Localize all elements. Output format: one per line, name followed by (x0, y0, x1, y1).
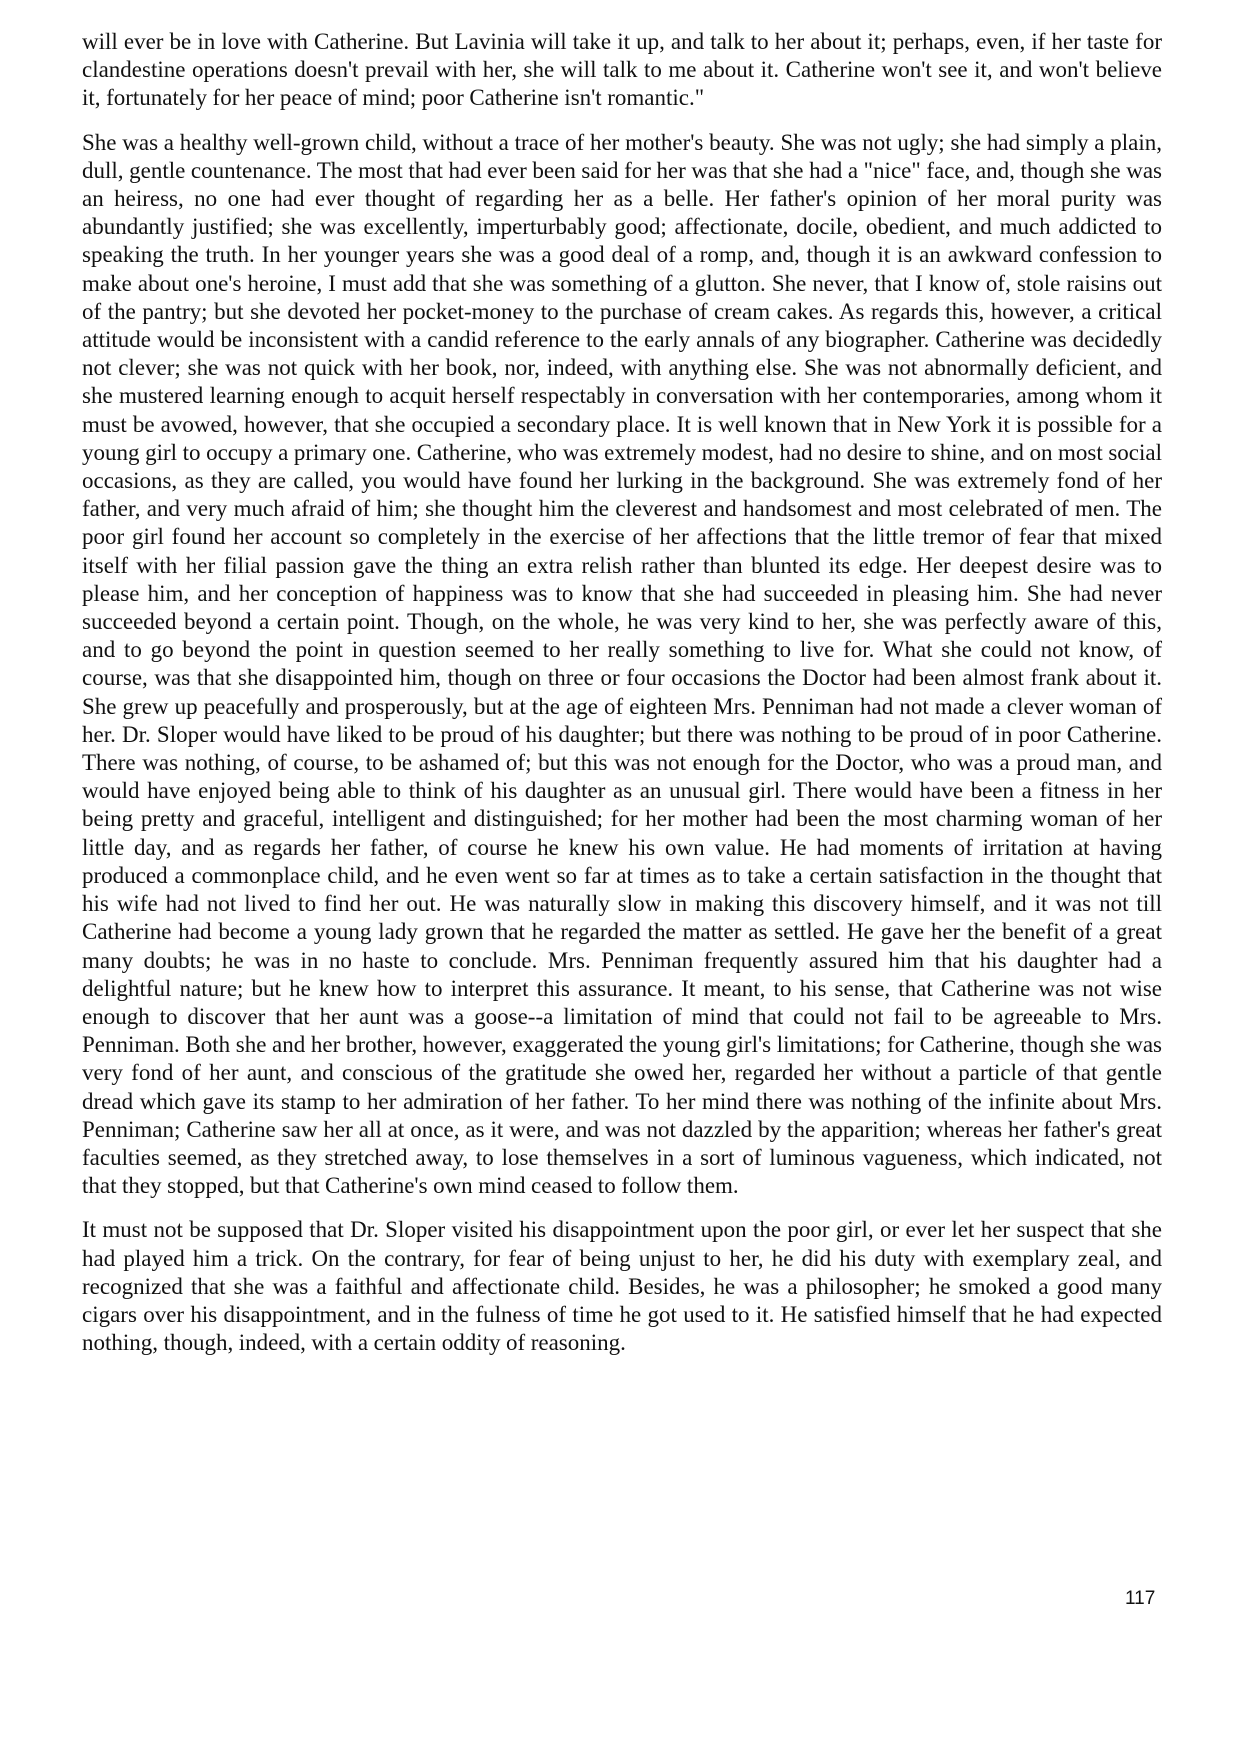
paragraph-2: She was a healthy well-grown child, without a trace of her mother's beauty. She was not ugly; she had simply a plain, dull, gentle countenance. The most that had ever been said for her was that she had a "nice" face, and, though she was an heiress, no one had ever thought of regarding her as a belle. Her father's opinion of her moral purity was abundantly justified; she was excellently, imperturbably good; affectionate, docile, obedient, and much addicted to speaking the truth. In her younger years she was a good deal of a romp, and, though it is an awkward confession to make about one's heroine, I must add that she was something of a glutton. She never, that I know of, stole raisins out of the pantry; but she devoted her pocket-money to the purchase of cream cakes. As regards this, however, a critical attitude would be inconsistent with a candid reference to the early annals of any biographer. Catherine was decidedly not clever; she was not quick with her book, nor, indeed, with anything else. She was not abnormally deficient, and she mustered learning enough to acquit herself respectably in conversation with her contemporaries, among whom it must be avowed, however, that she occupied a secondary place. It is well known that in New York it is possible for a young girl to occupy a primary one. Catherine, who was extremely modest, had no desire to shine, and on most social occasions, as they are called, you would have found her lurking in the background. She was extremely fond of her father, and very much afraid of him; she thought him the cleverest and handsomest and most celebrated of men. The poor girl found her account so completely in the exercise of her affections that the little tremor of fear that mixed itself with her filial passion gave the thing an extra relish rather than blunted its edge. Her deepest desire was to please him, and her conception of happiness was to know that she had succeeded in pleasing him. She had never succeeded beyond a certain point. Though, on the whole, he was very kind to her, she was perfectly aware of this, and to go beyond the point in question seemed to her really something to live for. What she could not know, of course, was that she disappointed him, though on three or four occasions the Doctor had been almost frank about it. She grew up peacefully and prosperously, but at the age of eighteen Mrs. Penniman had not made a clever woman of her. Dr. Sloper would have liked to be proud of his daughter; but there was nothing to be proud of in poor Catherine. There was nothing, of course, to be ashamed of; but this was not enough for the Doctor, who was a proud man, and would have enjoyed being able to think of his daughter as an unusual girl. There would have been a fitness in her being pretty and graceful, intelligent and distinguished; for her mother had been the most charming woman of her little day, and as regards her father, of course he knew his own value. He had moments of irritation at having produced a commonplace child, and he even went so far at times as to take a certain satisfaction in the thought that his wife had not lived to find her out. He was naturally slow in making this discovery himself, and it was not till Catherine had become a young lady grown that he regarded the matter as settled. He gave her the benefit of a great many doubts; he was in no haste to conclude. Mrs. Penniman frequently assured him that his daughter had a delightful nature; but he knew how to interpret this assurance. It meant, to his sense, that Catherine was not wise enough to discover that her aunt was a goose--a limitation of mind that could not fail to be agreeable to Mrs. Penniman. Both she and her brother, however, exaggerated the young girl's limitations; for Catherine, though she was very fond of her aunt, and conscious of the gratitude she owed her, regarded her without a particle of that gentle dread which gave its stamp to her admiration of her father. To her mind there was nothing of the infinite about Mrs. Penniman; Catherine saw her all at once, as it were, and was not dazzled by the apparition; whereas her father's great faculties seemed, as they stretched away, to lose themselves in a sort of luminous vagueness, which indicated, not that they stopped, but that Catherine's own mind ceased to follow them. (82, 129, 1162, 1199)
document-page (82, 28, 1162, 1373)
paragraph-1: will ever be in love with Catherine. But Lavinia will take it up, and talk to her about it; perhaps, even, if her taste for clandestine operations doesn't prevail with her, she will talk to me about it. Catherine won't see it, and won't believe it, fortunately for her peace of mind; poor Catherine isn't romantic." (82, 29, 1162, 111)
paragraph-3: It must not be supposed that Dr. Sloper visited his disappointment upon the poor girl, or ever let her suspect that she had played him a trick. On the contrary, for fear of being unjust to her, he did his duty with exemplary zeal, and recognized that she was a faithful and affectionate child. Besides, he was a philosopher; he smoked a good many cigars over his disappointment, and in the fulness of time he got used to it. He satisfied himself that he had expected nothing, though, indeed, with a certain oddity of reasoning. (82, 1217, 1162, 1356)
page-number: 117 (1125, 1588, 1156, 1609)
